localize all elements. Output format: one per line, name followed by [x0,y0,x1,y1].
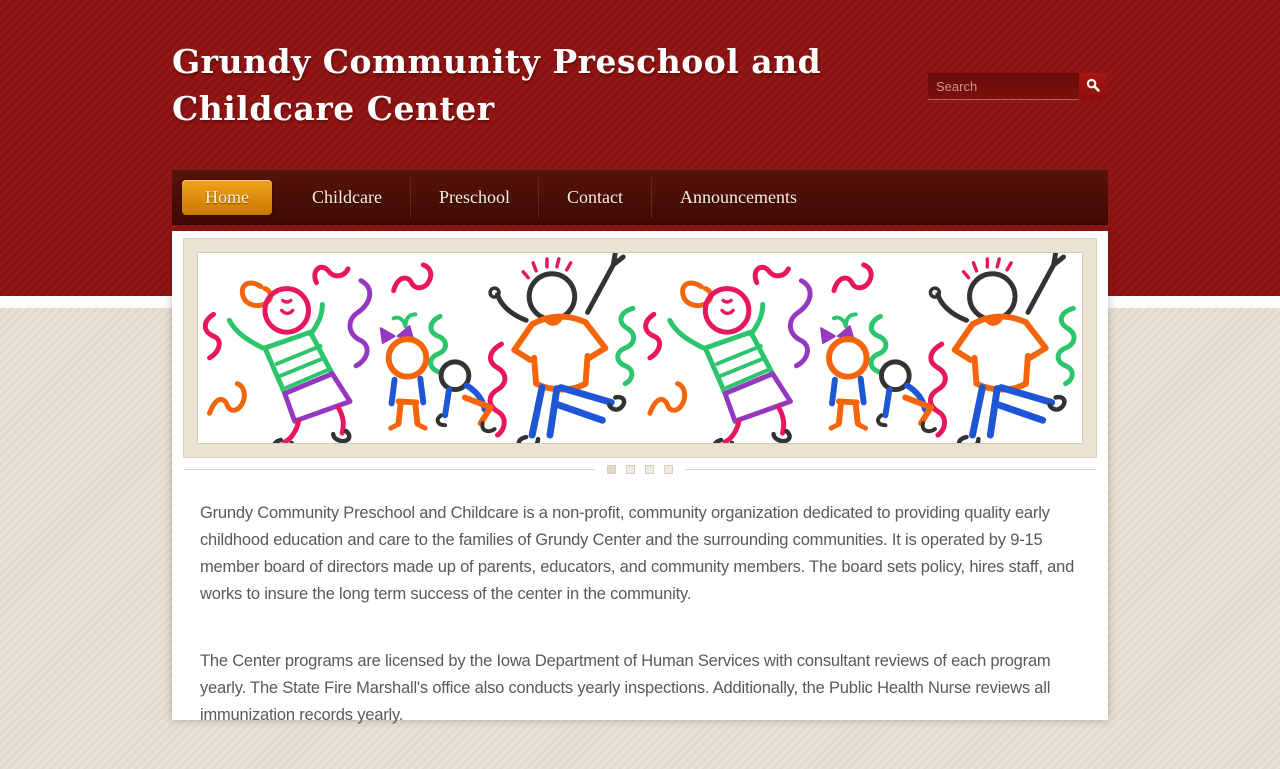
banner-panel [197,252,1083,444]
search-icon [1086,78,1100,95]
dancing-children-illustration [198,253,1082,443]
search-button[interactable] [1079,73,1106,100]
nav-item-announcements[interactable]: Announcements [651,178,825,217]
paragraph: Grundy Community Preschool and Childcare is a non-profit, community organization dedicated to providing quality early childhood education and care to the families of Grundy Center and the surrounding communities. It is operated by 9-15 member board of directors made up of parents, educators, and community members. The board sets policy, hires staff, and works to insure the long term success of the center in the community. [200,504,1075,603]
main-nav [172,169,1108,225]
intro-text [200,500,1080,769]
slider-dot-2[interactable] [626,465,635,474]
banner-slider [183,238,1097,458]
slider-dot-1[interactable] [607,465,616,474]
slider-dot-3[interactable] [645,465,654,474]
nav-item-childcare[interactable]: Childcare [312,187,382,207]
nav-item-home[interactable]: Home [182,180,272,215]
slider-dots [595,465,685,474]
slider-divider-right [685,469,1096,470]
slider-divider-left [184,469,595,470]
nav-item-contact[interactable]: Contact [538,178,651,217]
site-title[interactable]: Grundy Community Preschool and Childcare Center [172,42,822,128]
slider-controls [184,463,1096,475]
main-nav-list [172,170,1108,225]
content-column [172,231,1108,724]
search-bar [928,73,1106,100]
search-input[interactable] [928,73,1079,99]
nav-item-preschool[interactable]: Preschool [410,178,538,217]
slider-dot-4[interactable] [664,465,673,474]
paragraph: The Center programs are licensed by the Iowa Department of Human Services with consultant reviews of each program yearly. The State Fire Marshall's office also conducts yearly inspections. Additionally, the Public Health Nurse reviews all immunization records yearly. [200,652,1051,724]
